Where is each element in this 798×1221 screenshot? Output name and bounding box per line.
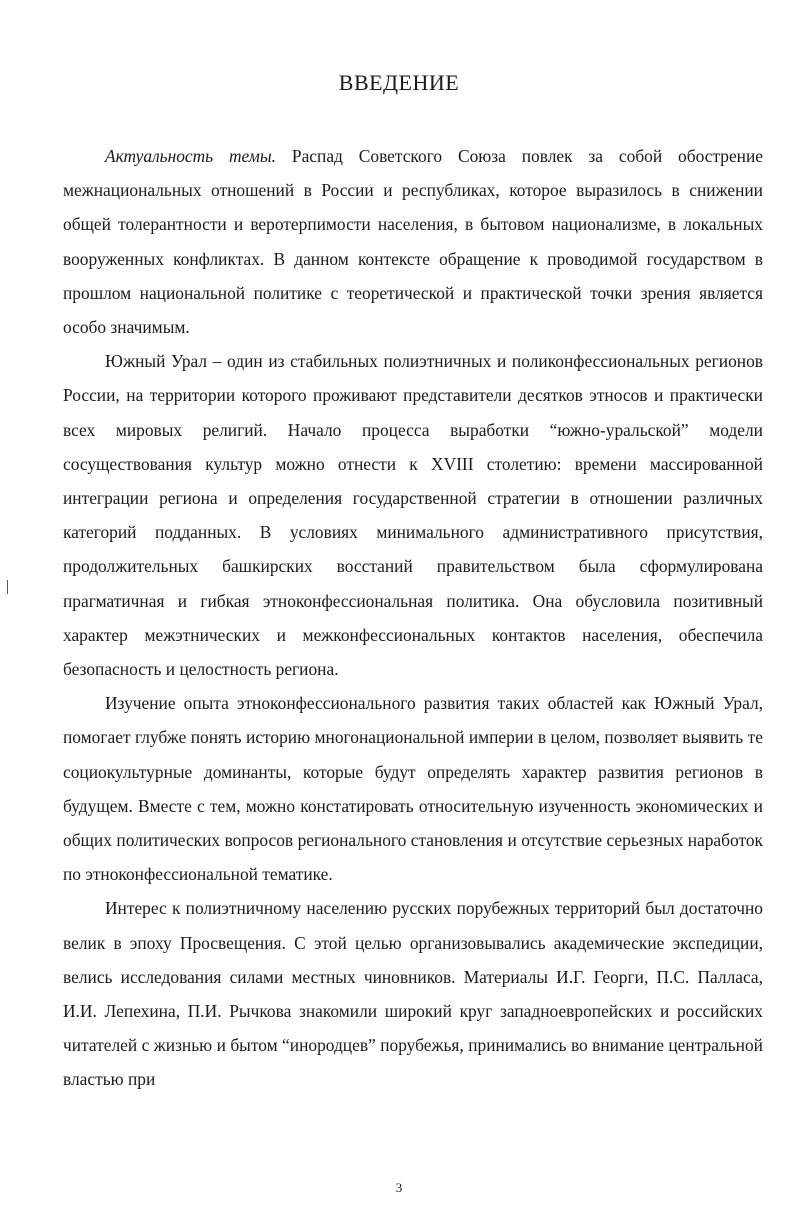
body-text <box>63 139 763 1097</box>
paragraph-lead: Актуальность темы. <box>105 146 277 166</box>
paragraph-relevance <box>63 139 763 344</box>
page-number: 3 <box>395 1180 403 1195</box>
paragraph-enlightenment-interest: Интерес к полиэтничному населению русских порубежных территорий был достаточно велик в эпоху Просвещения. С этой целью организовывались академические экспедиции, велись исследования силами местных чиновников. Материалы И.Г. Георги, П.С. Палласа, И.И. Лепехина, П.И. Рычкова знакомили широкий круг западноевропейских и российских читателей с жизнью и бытом “инородцев” порубежья, принимались во внимание центральной властью при <box>63 898 763 1090</box>
paragraph-south-ural: Южный Урал – один из стабильных полиэтничных и поликонфессиональных регионов России, на территории которого проживают представители десятков этносов и практически всех мировых религий. Начало процесса выработки “южно-уральской” модели сосуществования культур можно отнести к XVIII столетию: времени массированной интеграции региона и определения государственной стратегии в отношении различных категорий подданных. В условиях минимального административного присутствия, продолжительных башкирских восстаний правительством была сформулирована прагматичная и гибкая этноконфессиональная политика. Она обусловила позитивный характер межэтнических и межконфессиональных контактов населения, обеспечила безопасность и целостность региона. <box>63 351 763 680</box>
paragraph-study-experience: Изучение опыта этноконфессионального развития таких областей как Южный Урал, помогает глубже понять историю многонациональной империи в целом, позволяет выявить те социокультурные доминанты, которые будут определять характер развития регионов в будущем. Вместе с тем, можно констатировать относительную изученность экономических и общих политических вопросов регионального становления и отсутствие серьезных наработок по этноконфессиональной тематике. <box>63 693 763 885</box>
scan-margin-mark <box>7 580 8 594</box>
page-title: ВВЕДЕНИЕ <box>338 70 460 95</box>
paragraph-text: Распад Советского Союза повлек за собой обострение межнациональных отношений в России и республиках, которое выразилось в снижении общей толерантности и веротерпимости населения, в бытовом национализме, в локальных вооруженных конфликтах. В данном контексте обращение к проводимой государством в прошлом национальной политике с теоретической и практической точки зрения является особо значимым. <box>63 146 763 338</box>
